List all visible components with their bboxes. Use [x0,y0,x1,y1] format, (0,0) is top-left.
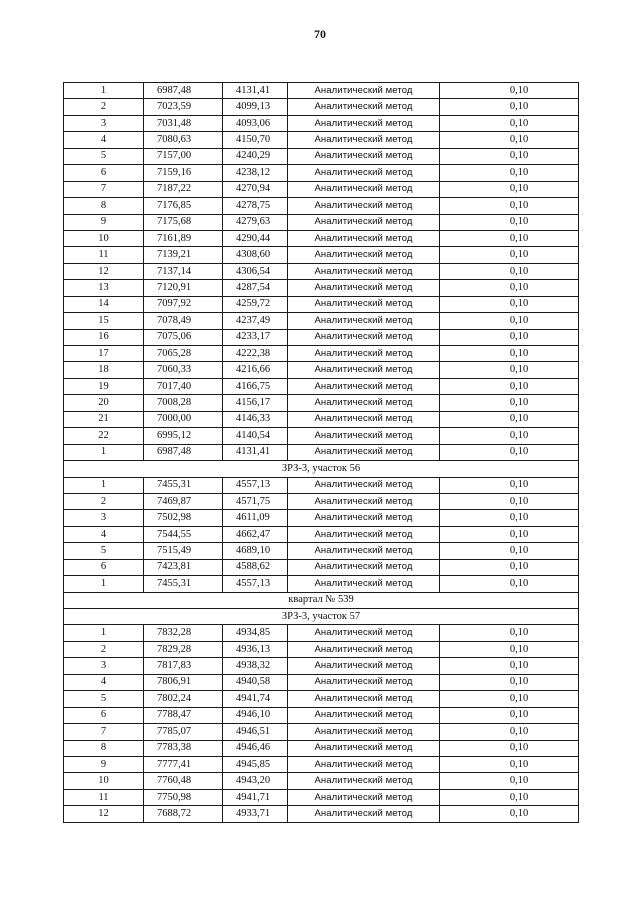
coordinate-x-cell: 7423,81 [144,559,223,575]
point-number-cell: 15 [64,313,144,329]
coordinate-x-cell: 7783,38 [144,740,223,756]
coordinate-y-cell: 4571,75 [223,493,288,509]
coordinate-y-cell: 4943,20 [223,773,288,789]
accuracy-cell: 0,10 [440,493,579,509]
method-cell: Аналитический метод [288,543,440,559]
table-row [64,641,579,657]
accuracy-cell: 0,10 [440,280,579,296]
method-cell: Аналитический метод [288,280,440,296]
method-cell: Аналитический метод [288,806,440,822]
point-number-cell: 11 [64,789,144,805]
method-cell: Аналитический метод [288,247,440,263]
point-number-cell: 17 [64,346,144,362]
accuracy-cell: 0,10 [440,313,579,329]
coordinate-x-cell: 7023,59 [144,99,223,115]
coordinate-y-cell: 4146,33 [223,411,288,427]
coordinate-y-cell: 4238,12 [223,165,288,181]
coordinate-y-cell: 4938,32 [223,658,288,674]
method-cell: Аналитический метод [288,789,440,805]
point-number-cell: 21 [64,411,144,427]
method-cell: Аналитический метод [288,214,440,230]
coordinate-x-cell: 7760,48 [144,773,223,789]
coordinate-y-cell: 4270,94 [223,181,288,197]
table-row [64,346,579,362]
point-number-cell: 3 [64,658,144,674]
point-number-cell: 2 [64,641,144,657]
accuracy-cell: 0,10 [440,198,579,214]
table-row [64,296,579,312]
coordinate-y-cell: 4140,54 [223,428,288,444]
accuracy-cell: 0,10 [440,329,579,345]
table-row [64,526,579,542]
accuracy-cell: 0,10 [440,625,579,641]
method-cell: Аналитический метод [288,428,440,444]
point-number-cell: 16 [64,329,144,345]
table-row [64,691,579,707]
point-number-cell: 1 [64,477,144,493]
coordinate-x-cell: 6987,48 [144,444,223,460]
accuracy-cell: 0,10 [440,214,579,230]
point-number-cell: 9 [64,756,144,772]
method-cell: Аналитический метод [288,165,440,181]
table-row [64,165,579,181]
coordinate-x-cell: 7817,83 [144,658,223,674]
coordinate-y-cell: 4222,38 [223,346,288,362]
coordinate-x-cell: 7080,63 [144,132,223,148]
point-number-cell: 22 [64,428,144,444]
coordinate-x-cell: 7175,68 [144,214,223,230]
point-number-cell: 20 [64,395,144,411]
point-number-cell: 1 [64,625,144,641]
coordinate-x-cell: 6987,48 [144,83,223,99]
accuracy-cell: 0,10 [440,165,579,181]
table-row [64,230,579,246]
accuracy-cell: 0,10 [440,362,579,378]
accuracy-cell: 0,10 [440,296,579,312]
coordinate-y-cell: 4216,66 [223,362,288,378]
method-cell: Аналитический метод [288,313,440,329]
method-cell: Аналитический метод [288,296,440,312]
point-number-cell: 18 [64,362,144,378]
table-row [64,395,579,411]
accuracy-cell: 0,10 [440,230,579,246]
coordinate-y-cell: 4233,17 [223,329,288,345]
coordinate-y-cell: 4156,17 [223,395,288,411]
accuracy-cell: 0,10 [440,428,579,444]
accuracy-cell: 0,10 [440,181,579,197]
coordinate-x-cell: 7176,85 [144,198,223,214]
method-cell: Аналитический метод [288,740,440,756]
coordinate-x-cell: 7455,31 [144,576,223,592]
accuracy-cell: 0,10 [440,477,579,493]
table-row [64,263,579,279]
accuracy-cell: 0,10 [440,756,579,772]
accuracy-cell: 0,10 [440,132,579,148]
coordinate-x-cell: 7159,16 [144,165,223,181]
accuracy-cell: 0,10 [440,510,579,526]
table-row [64,444,579,460]
coordinate-y-cell: 4936,13 [223,641,288,657]
point-number-cell: 19 [64,378,144,394]
accuracy-cell: 0,10 [440,658,579,674]
table-row [64,756,579,772]
coordinate-y-cell: 4662,47 [223,526,288,542]
table-row [64,724,579,740]
accuracy-cell: 0,10 [440,641,579,657]
coordinate-y-cell: 4093,06 [223,115,288,131]
method-cell: Аналитический метод [288,378,440,394]
coordinate-y-cell: 4131,41 [223,83,288,99]
coordinate-x-cell: 7017,40 [144,378,223,394]
table-row [64,493,579,509]
method-cell: Аналитический метод [288,658,440,674]
coordinate-y-cell: 4946,51 [223,724,288,740]
table-row [64,740,579,756]
point-number-cell: 4 [64,674,144,690]
method-cell: Аналитический метод [288,329,440,345]
method-cell: Аналитический метод [288,625,440,641]
coordinate-y-cell: 4278,75 [223,198,288,214]
table-row [64,428,579,444]
point-number-cell: 3 [64,115,144,131]
table-row [64,99,579,115]
accuracy-cell: 0,10 [440,576,579,592]
point-number-cell: 1 [64,83,144,99]
point-number-cell: 2 [64,493,144,509]
table-row [64,707,579,723]
coordinate-x-cell: 7139,21 [144,247,223,263]
accuracy-cell: 0,10 [440,691,579,707]
coordinate-y-cell: 4306,54 [223,263,288,279]
coordinate-x-cell: 7157,00 [144,148,223,164]
coordinate-x-cell: 7829,28 [144,641,223,657]
coordinate-x-cell: 7688,72 [144,806,223,822]
point-number-cell: 7 [64,724,144,740]
coordinate-x-cell: 7137,14 [144,263,223,279]
method-cell: Аналитический метод [288,346,440,362]
point-number-cell: 6 [64,707,144,723]
coordinate-x-cell: 7785,07 [144,724,223,740]
coordinate-y-cell: 4588,62 [223,559,288,575]
method-cell: Аналитический метод [288,756,440,772]
coordinates-table [63,82,579,823]
table-row [64,773,579,789]
point-number-cell: 1 [64,576,144,592]
section-title: ЗРЗ-3, участок 56 [64,461,579,477]
point-number-cell: 12 [64,806,144,822]
accuracy-cell: 0,10 [440,346,579,362]
coordinate-x-cell: 7455,31 [144,477,223,493]
coordinate-y-cell: 4941,71 [223,789,288,805]
accuracy-cell: 0,10 [440,789,579,805]
table-row [64,280,579,296]
coordinate-x-cell: 7806,91 [144,674,223,690]
point-number-cell: 3 [64,510,144,526]
method-cell: Аналитический метод [288,395,440,411]
accuracy-cell: 0,10 [440,559,579,575]
table-row [64,362,579,378]
coordinate-x-cell: 7000,00 [144,411,223,427]
point-number-cell: 11 [64,247,144,263]
coordinate-y-cell: 4945,85 [223,756,288,772]
point-number-cell: 5 [64,691,144,707]
coordinate-x-cell: 7544,55 [144,526,223,542]
method-cell: Аналитический метод [288,493,440,509]
accuracy-cell: 0,10 [440,148,579,164]
coordinate-y-cell: 4259,72 [223,296,288,312]
method-cell: Аналитический метод [288,362,440,378]
coordinate-y-cell: 4290,44 [223,230,288,246]
coordinate-y-cell: 4308,60 [223,247,288,263]
table-row [64,806,579,822]
table-row [64,789,579,805]
coordinate-x-cell: 7075,06 [144,329,223,345]
accuracy-cell: 0,10 [440,263,579,279]
coordinate-y-cell: 4099,13 [223,99,288,115]
method-cell: Аналитический метод [288,230,440,246]
method-cell: Аналитический метод [288,707,440,723]
coordinate-x-cell: 7008,28 [144,395,223,411]
section-header-row [64,592,579,608]
table-row [64,181,579,197]
coordinate-x-cell: 7078,49 [144,313,223,329]
accuracy-cell: 0,10 [440,526,579,542]
coordinate-y-cell: 4933,71 [223,806,288,822]
point-number-cell: 8 [64,198,144,214]
method-cell: Аналитический метод [288,526,440,542]
coordinate-x-cell: 7065,28 [144,346,223,362]
accuracy-cell: 0,10 [440,247,579,263]
section-header-row [64,461,579,477]
table-row [64,214,579,230]
coordinate-y-cell: 4946,46 [223,740,288,756]
coordinate-y-cell: 4279,63 [223,214,288,230]
method-cell: Аналитический метод [288,181,440,197]
table-row [64,83,579,99]
coordinate-y-cell: 4940,58 [223,674,288,690]
table-row [64,313,579,329]
point-number-cell: 10 [64,773,144,789]
coordinates-table-body [64,83,579,823]
coordinate-x-cell: 7031,48 [144,115,223,131]
table-row [64,247,579,263]
point-number-cell: 4 [64,132,144,148]
accuracy-cell: 0,10 [440,543,579,559]
coordinate-y-cell: 4557,13 [223,576,288,592]
method-cell: Аналитический метод [288,559,440,575]
table-row [64,148,579,164]
accuracy-cell: 0,10 [440,806,579,822]
point-number-cell: 6 [64,559,144,575]
coordinate-y-cell: 4689,10 [223,543,288,559]
method-cell: Аналитический метод [288,477,440,493]
method-cell: Аналитический метод [288,691,440,707]
accuracy-cell: 0,10 [440,773,579,789]
coordinate-x-cell: 7750,98 [144,789,223,805]
coordinate-y-cell: 4287,54 [223,280,288,296]
method-cell: Аналитический метод [288,198,440,214]
accuracy-cell: 0,10 [440,83,579,99]
page-number: 70 [314,27,326,41]
coordinate-y-cell: 4557,13 [223,477,288,493]
accuracy-cell: 0,10 [440,674,579,690]
table-row [64,625,579,641]
point-number-cell: 12 [64,263,144,279]
method-cell: Аналитический метод [288,83,440,99]
point-number-cell: 10 [64,230,144,246]
point-number-cell: 4 [64,526,144,542]
method-cell: Аналитический метод [288,263,440,279]
method-cell: Аналитический метод [288,724,440,740]
coordinate-x-cell: 7060,33 [144,362,223,378]
method-cell: Аналитический метод [288,773,440,789]
method-cell: Аналитический метод [288,115,440,131]
coordinate-y-cell: 4150,70 [223,132,288,148]
coordinate-y-cell: 4941,74 [223,691,288,707]
point-number-cell: 14 [64,296,144,312]
point-number-cell: 7 [64,181,144,197]
method-cell: Аналитический метод [288,674,440,690]
coordinate-x-cell: 7097,92 [144,296,223,312]
table-row [64,658,579,674]
point-number-cell: 5 [64,543,144,559]
table-row [64,559,579,575]
table-row [64,132,579,148]
coordinate-x-cell: 7788,47 [144,707,223,723]
coordinate-x-cell: 7777,41 [144,756,223,772]
accuracy-cell: 0,10 [440,444,579,460]
coordinate-y-cell: 4934,85 [223,625,288,641]
method-cell: Аналитический метод [288,641,440,657]
coordinate-x-cell: 7515,49 [144,543,223,559]
accuracy-cell: 0,10 [440,115,579,131]
coordinate-x-cell: 7187,22 [144,181,223,197]
point-number-cell: 2 [64,99,144,115]
table-row [64,329,579,345]
accuracy-cell: 0,10 [440,395,579,411]
accuracy-cell: 0,10 [440,724,579,740]
table-row [64,510,579,526]
method-cell: Аналитический метод [288,132,440,148]
table-row [64,543,579,559]
table-row [64,576,579,592]
method-cell: Аналитический метод [288,510,440,526]
table-row [64,115,579,131]
section-title: квартал № 539 [64,592,579,608]
table-row [64,198,579,214]
accuracy-cell: 0,10 [440,740,579,756]
coordinate-y-cell: 4131,41 [223,444,288,460]
point-number-cell: 1 [64,444,144,460]
coordinate-y-cell: 4611,09 [223,510,288,526]
coordinate-x-cell: 7802,24 [144,691,223,707]
coordinate-x-cell: 7832,28 [144,625,223,641]
method-cell: Аналитический метод [288,576,440,592]
table-row [64,477,579,493]
table-row [64,674,579,690]
method-cell: Аналитический метод [288,444,440,460]
accuracy-cell: 0,10 [440,411,579,427]
coordinate-y-cell: 4166,75 [223,378,288,394]
point-number-cell: 9 [64,214,144,230]
coordinate-x-cell: 7502,98 [144,510,223,526]
point-number-cell: 13 [64,280,144,296]
coordinate-x-cell: 7469,87 [144,493,223,509]
coordinate-x-cell: 7161,89 [144,230,223,246]
coordinate-x-cell: 6995,12 [144,428,223,444]
coordinate-y-cell: 4237,49 [223,313,288,329]
point-number-cell: 5 [64,148,144,164]
accuracy-cell: 0,10 [440,378,579,394]
section-title: ЗРЗ-3, участок 57 [64,609,579,625]
coordinate-y-cell: 4240,29 [223,148,288,164]
accuracy-cell: 0,10 [440,99,579,115]
point-number-cell: 6 [64,165,144,181]
coordinate-x-cell: 7120,91 [144,280,223,296]
method-cell: Аналитический метод [288,99,440,115]
accuracy-cell: 0,10 [440,707,579,723]
coordinate-y-cell: 4946,10 [223,707,288,723]
table-row [64,411,579,427]
method-cell: Аналитический метод [288,148,440,164]
table-row [64,378,579,394]
point-number-cell: 8 [64,740,144,756]
method-cell: Аналитический метод [288,411,440,427]
section-header-row [64,609,579,625]
